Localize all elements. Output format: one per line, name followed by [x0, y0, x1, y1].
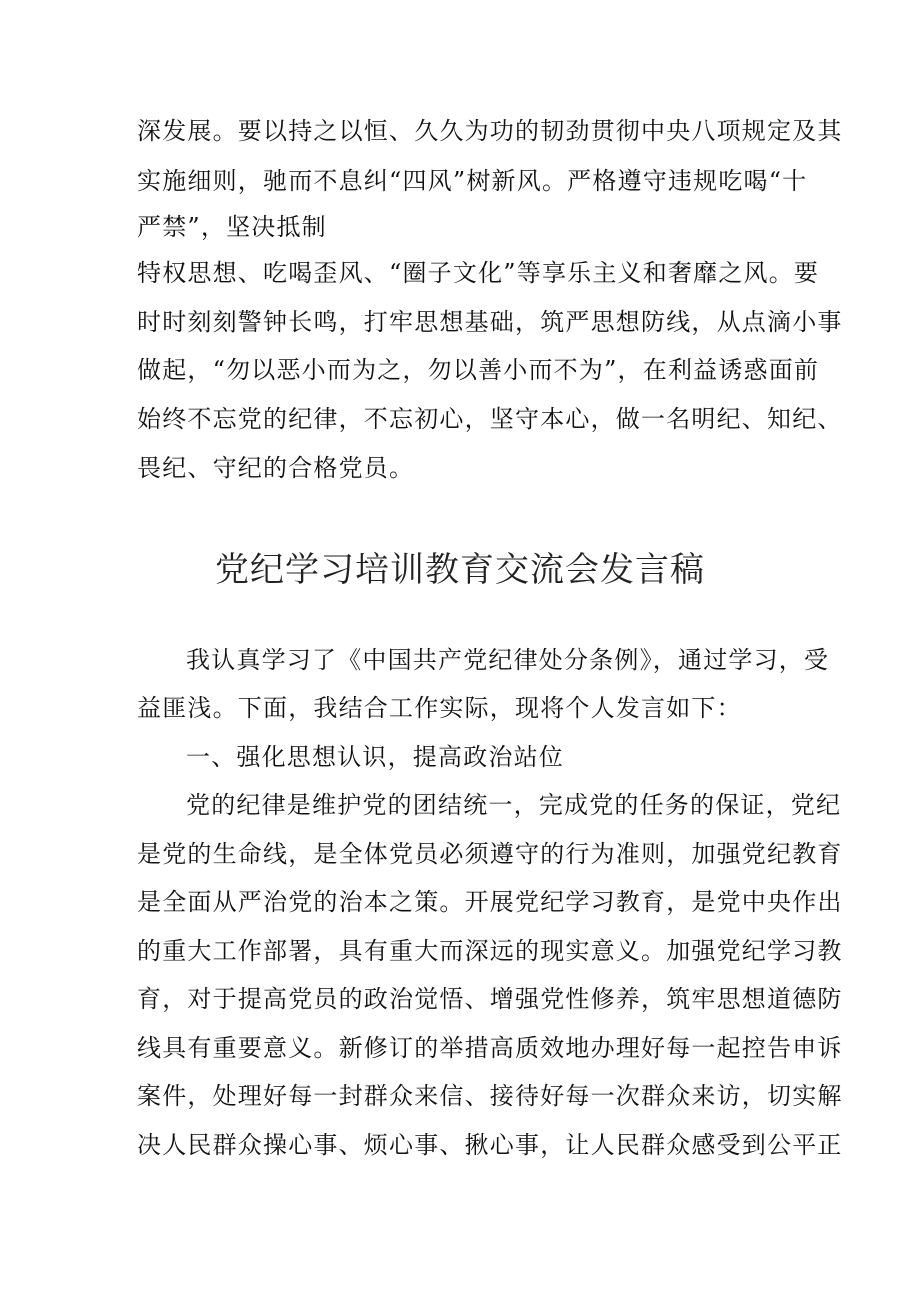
text-line: 线具有重要意义。新修订的举措高质效地办理好每一起控告申诉	[137, 1034, 843, 1062]
text-line: 是党的生命线，是全体党员必须遵守的行为准则，加强党纪教育	[137, 840, 843, 868]
text-line: 我认真学习了《中国共产党纪律处分条例》，通过学习，受	[186, 646, 830, 674]
text-line: 益匪浅。下面，我结合工作实际，现将个人发言如下：	[137, 694, 742, 722]
text-line: 是全面从严治党的治本之策。开展党纪学习教育，是党中央作出	[137, 888, 843, 916]
text-line: 时时刻刻警钟长鸣，打牢思想基础，筑严思想防线，从点滴小事	[137, 308, 843, 336]
document-title: 党纪学习培训教育交流会发言稿	[215, 550, 705, 590]
text-line: 决人民群众操心事、烦心事、揪心事，让人民群众感受到公平正	[137, 1131, 843, 1159]
section-heading: 一、强化思想认识，提高政治站位	[186, 743, 564, 771]
text-line: 做起，“勿以恶小而为之，勿以善小而不为”，在利益诱惑面前	[137, 356, 820, 384]
text-line: 的重大工作部署，具有重大而深远的现实意义。加强党纪学习教	[137, 937, 843, 965]
text-line: 严禁”，坚决抵制	[137, 213, 327, 241]
text-line: 育，对于提高党员的政治觉悟、增强党性修养，筑牢思想道德防	[137, 985, 843, 1013]
text-line: 始终不忘党的纪律，不忘初心，坚守本心，做一名明纪、知纪、	[137, 405, 843, 433]
text-line: 实施细则，驰而不息纠“四风”树新风。严格遵守违规吃喝“十	[137, 167, 808, 195]
text-line: 深发展。要以持之以恒、久久为功的韧劲贯彻中央八项规定及其	[137, 117, 843, 145]
text-line: 特权思想、吃喝歪风、“圈子文化”等享乐主义和奢靡之风。要	[137, 259, 820, 287]
text-line: 党的纪律是维护党的团结统一，完成党的任务的保证，党纪	[186, 791, 842, 819]
text-line: 案件，处理好每一封群众来信、接待好每一次群众来访，切实解	[137, 1082, 843, 1110]
text-line: 畏纪、守纪的合格党员。	[137, 454, 415, 482]
